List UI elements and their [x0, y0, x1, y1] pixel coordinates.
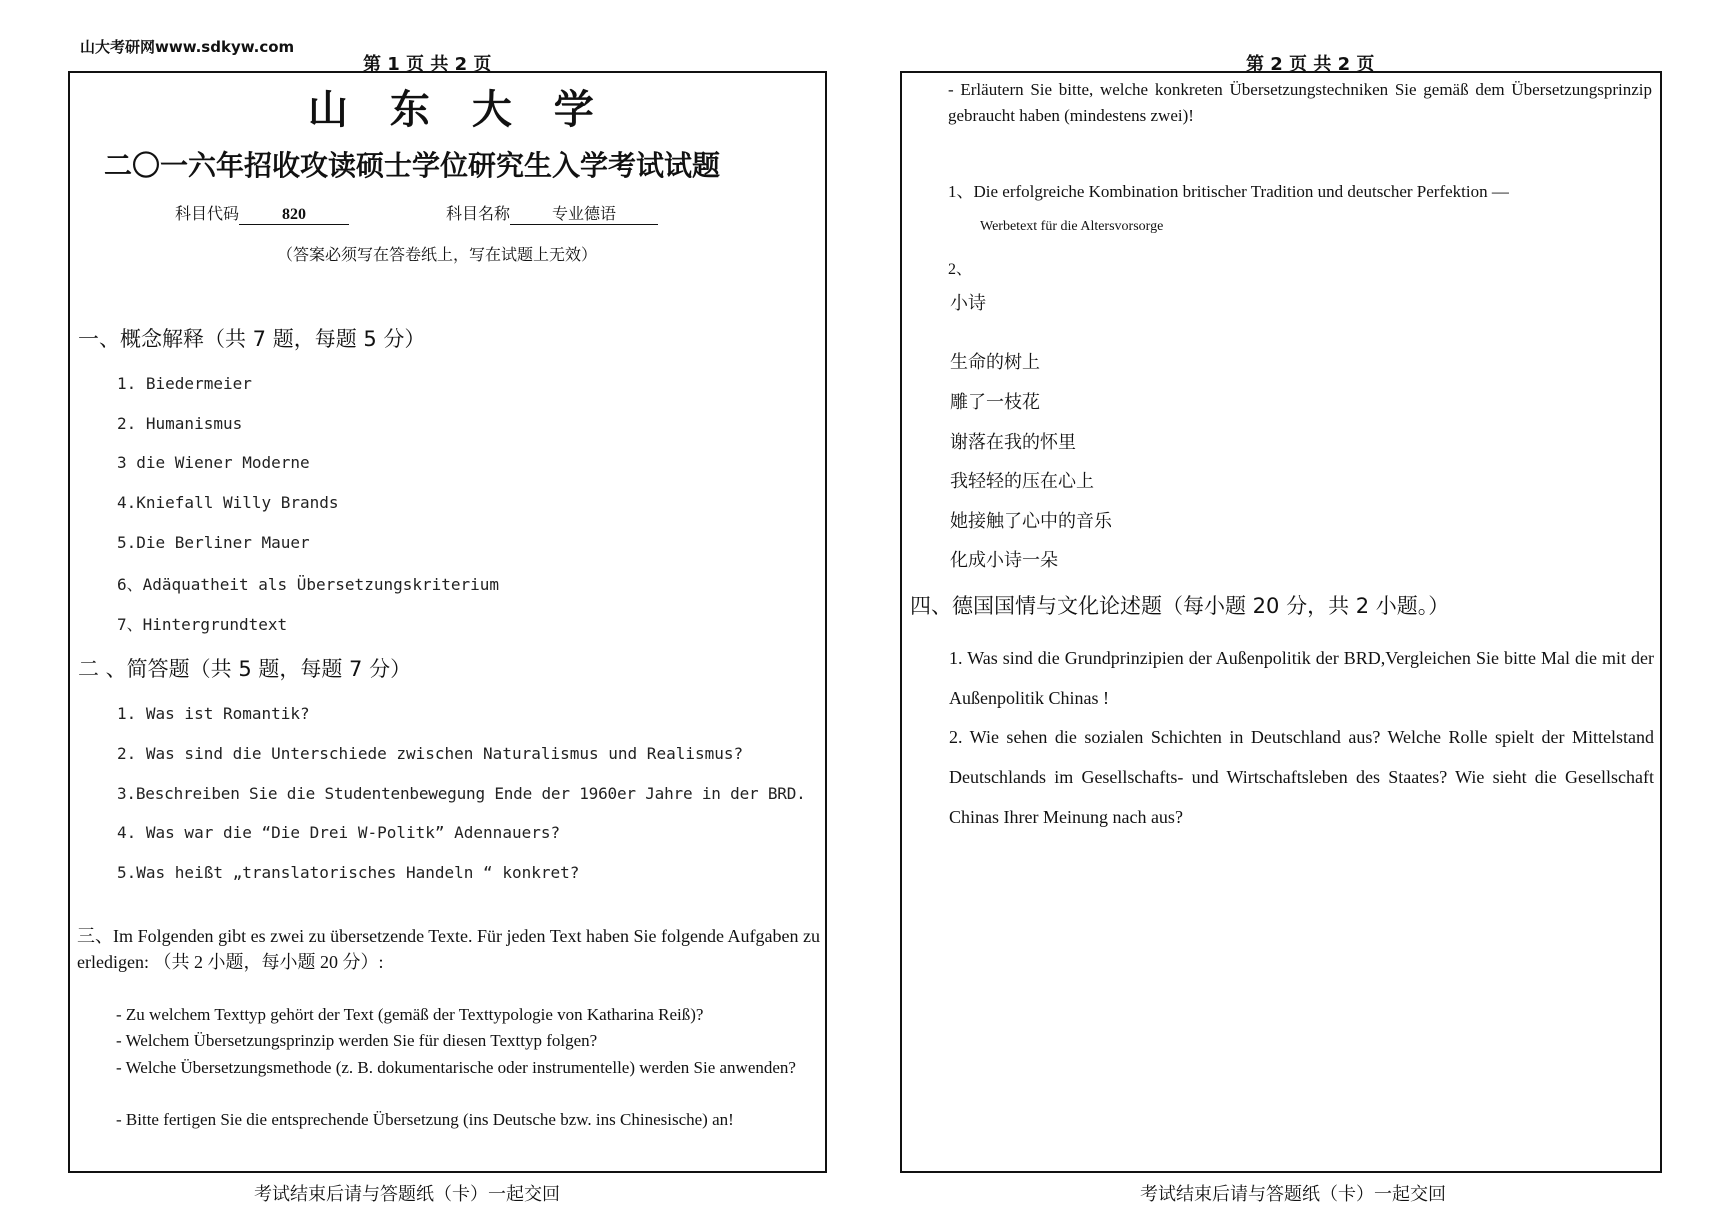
- subject-name-value: 专业德语: [510, 201, 658, 225]
- page2-footer: 考试结束后请与答题纸（卡）一起交回: [1140, 1184, 1446, 1205]
- answer-notice: （答案必须写在答卷纸上，写在试题上无效）: [277, 247, 598, 264]
- section3-intro: 三、Im Folgenden gibt es zwei zu übersetzende Texte. Für jeden Text haben Sie folgende Aufgaben zu erledigen: （共 2 小题，每小题 20 分）:: [77, 926, 820, 972]
- subject-code-value: 820: [239, 206, 349, 225]
- section3-task: - Welchem Übersetzungsprinzip werden Sie für diesen Texttyp folgen?: [116, 1031, 598, 1050]
- section3-task: - Zu welchem Texttyp gehört der Text (gemäß der Texttypologie von Katharina Reiß)?: [116, 1005, 704, 1024]
- section2-item: 4. Was war die “Die Drei W-Politk” Adennauers?: [117, 823, 561, 842]
- section2-heading: 二 、简答题（共 5 题，每题 7 分）: [78, 657, 412, 681]
- subject-code-label: 科目代码: [175, 206, 240, 223]
- text1-title: 1、Die erfolgreiche Kombination britischer Tradition und deutscher Perfektion —: [948, 182, 1509, 201]
- section4-heading: 四、德国国情与文化论述题（每小题 20 分，共 2 小题。）: [910, 594, 1450, 618]
- section1-item: 7、Hintergrundtext: [117, 615, 288, 634]
- university-name: 山 东 大 学: [308, 86, 608, 133]
- subject-name-row: [446, 201, 658, 225]
- section2-item: 1. Was ist Romantik?: [117, 704, 310, 723]
- section3-task: - Welche Übersetzungsmethode (z. B. dokumentarische oder instrumentelle) werden Sie anwenden?: [116, 1058, 796, 1077]
- page1-indicator: 第 1 页 共 2 页: [363, 54, 492, 75]
- poem-line: 谢落在我的怀里: [950, 432, 1076, 452]
- subject-name-label: 科目名称: [446, 206, 511, 223]
- section1-item: 1. Biedermeier: [117, 374, 252, 393]
- page1-footer: 考试结束后请与答题纸（卡）一起交回: [254, 1184, 560, 1205]
- poem-line: 生命的树上: [950, 352, 1040, 372]
- exam-title: 二〇一六年招收攻读硕士学位研究生入学考试试题: [104, 149, 721, 182]
- section1-item: 4.Kniefall Willy Brands: [117, 493, 339, 512]
- task-continued: - Erläutern Sie bitte, welche konkreten Übersetzungstechniken Sie gemäß dem Übersetzungsprinzip gebraucht haben (mindestens zwei)!: [948, 80, 1652, 125]
- poem-line: 化成小诗一朵: [950, 550, 1058, 570]
- poem-line: 雕了一枝花: [950, 392, 1040, 412]
- text2-number: 2、: [948, 261, 973, 278]
- subject-code-row: [175, 201, 349, 225]
- section4-question: 2. Wie sehen die sozialen Schichten in Deutschland aus? Welche Rolle spielt der Mittelstand Deutschlands im Gesellschafts- und Wirtschaftsleben des Staates? Wie sieht die Gesellschaft Chinas Ihrer Meinung nach aus?: [949, 727, 1654, 827]
- section2-item: 2. Was sind die Unterschiede zwischen Naturalismus und Realismus?: [117, 744, 744, 763]
- section1-item: 6、Adäquatheit als Übersetzungskriterium: [117, 575, 500, 594]
- poem-line: 她接触了心中的音乐: [950, 511, 1112, 531]
- section2-item: 5.Was heißt „translatorisches Handeln “ konkret?: [117, 863, 580, 882]
- page2-indicator: 第 2 页 共 2 页: [1246, 54, 1375, 75]
- site-watermark: 山大考研网www.sdkyw.com: [80, 38, 295, 56]
- poem-title: 小诗: [950, 293, 986, 313]
- section4-question: 1. Was sind die Grundprinzipien der Außenpolitik der BRD,Vergleichen Sie bitte Mal die mit der Außenpolitik Chinas !: [949, 648, 1654, 708]
- page2-frame: [900, 71, 1662, 1173]
- poem-line: 我轻轻的压在心上: [950, 471, 1094, 491]
- section1-item: 2. Humanismus: [117, 414, 243, 433]
- section1-item: 5.Die Berliner Mauer: [117, 533, 310, 552]
- text1-subtitle: Werbetext für die Altersvorsorge: [980, 219, 1164, 234]
- section2-item: 3.Beschreiben Sie die Studentenbewegung Ende der 1960er Jahre in der BRD.: [117, 784, 806, 803]
- section3-task: - Bitte fertigen Sie die entsprechende Übersetzung (ins Deutsche bzw. ins Chinesische) an!: [116, 1110, 734, 1129]
- section1-item: 3 die Wiener Moderne: [117, 453, 310, 472]
- section1-heading: 一、概念解释（共 7 题，每题 5 分）: [78, 327, 426, 351]
